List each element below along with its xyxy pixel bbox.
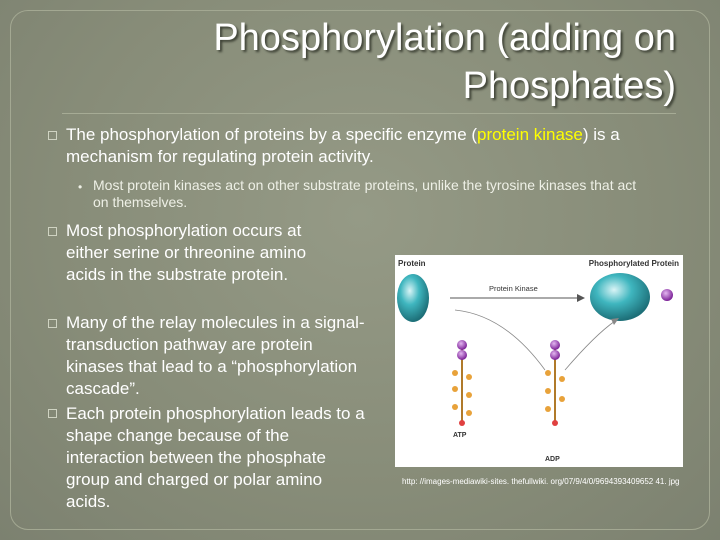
bullet-marker (48, 319, 57, 328)
arrowhead (611, 318, 619, 325)
title-divider (62, 113, 676, 114)
label-adp: ADP (545, 456, 560, 463)
image-credit: http: //images-mediawiki-sites. thefullwiki. org/07/9/4/0/9694393409652 41. jpg (402, 477, 680, 486)
slide-title (116, 14, 676, 110)
protein-shape (397, 274, 429, 322)
bullet-1-highlight: protein kinase (477, 125, 583, 144)
connector-line (455, 310, 545, 370)
bullet-marker (48, 409, 57, 418)
sub-bullet: Most protein kinases act on other substrate proteins, unlike the tyrosine kinases that act on themselves. (93, 177, 637, 210)
label-protein-kinase: Protein Kinase (489, 284, 538, 293)
label-atp: ATP (453, 432, 467, 439)
sub-bullet-dot: • (78, 180, 83, 194)
adp-molecule (545, 340, 565, 426)
bullet-3: Many of the relay molecules in a signal-transduction pathway are protein kinases that lead to a “phosphorylation cascade”. (66, 313, 365, 398)
phosphate-group (661, 289, 673, 301)
bullet-1-text-b: ) is a mechanism for regulating protein activity. (66, 125, 620, 166)
bullet-1 (66, 124, 646, 168)
phosphorylation-figure (395, 255, 683, 467)
connector-line (565, 321, 615, 370)
figure-svg (395, 255, 683, 467)
bullet-4: Each protein phosphorylation leads to a shape change because of the interaction between the phosphate group and charged or polar amino acids. (66, 404, 365, 511)
bullet-1-text-a: The phosphorylation of proteins by a specific enzyme ( (66, 125, 478, 144)
arrowhead (577, 294, 585, 302)
bullet-2: Most phosphorylation occurs at either serine or threonine amino acids in the substrate protein. (66, 221, 307, 284)
bullet-marker (48, 131, 57, 140)
phosphorylated-protein-shape (590, 273, 650, 321)
atp-molecule (452, 340, 472, 426)
title-line-1: Phosphorylation (adding on (213, 17, 676, 59)
title-line-2: Phosphates) (462, 65, 676, 107)
label-protein: Protein (398, 259, 426, 268)
bullet-marker (48, 227, 57, 236)
label-phosphorylated-protein: Phosphorylated Protein (588, 259, 679, 268)
